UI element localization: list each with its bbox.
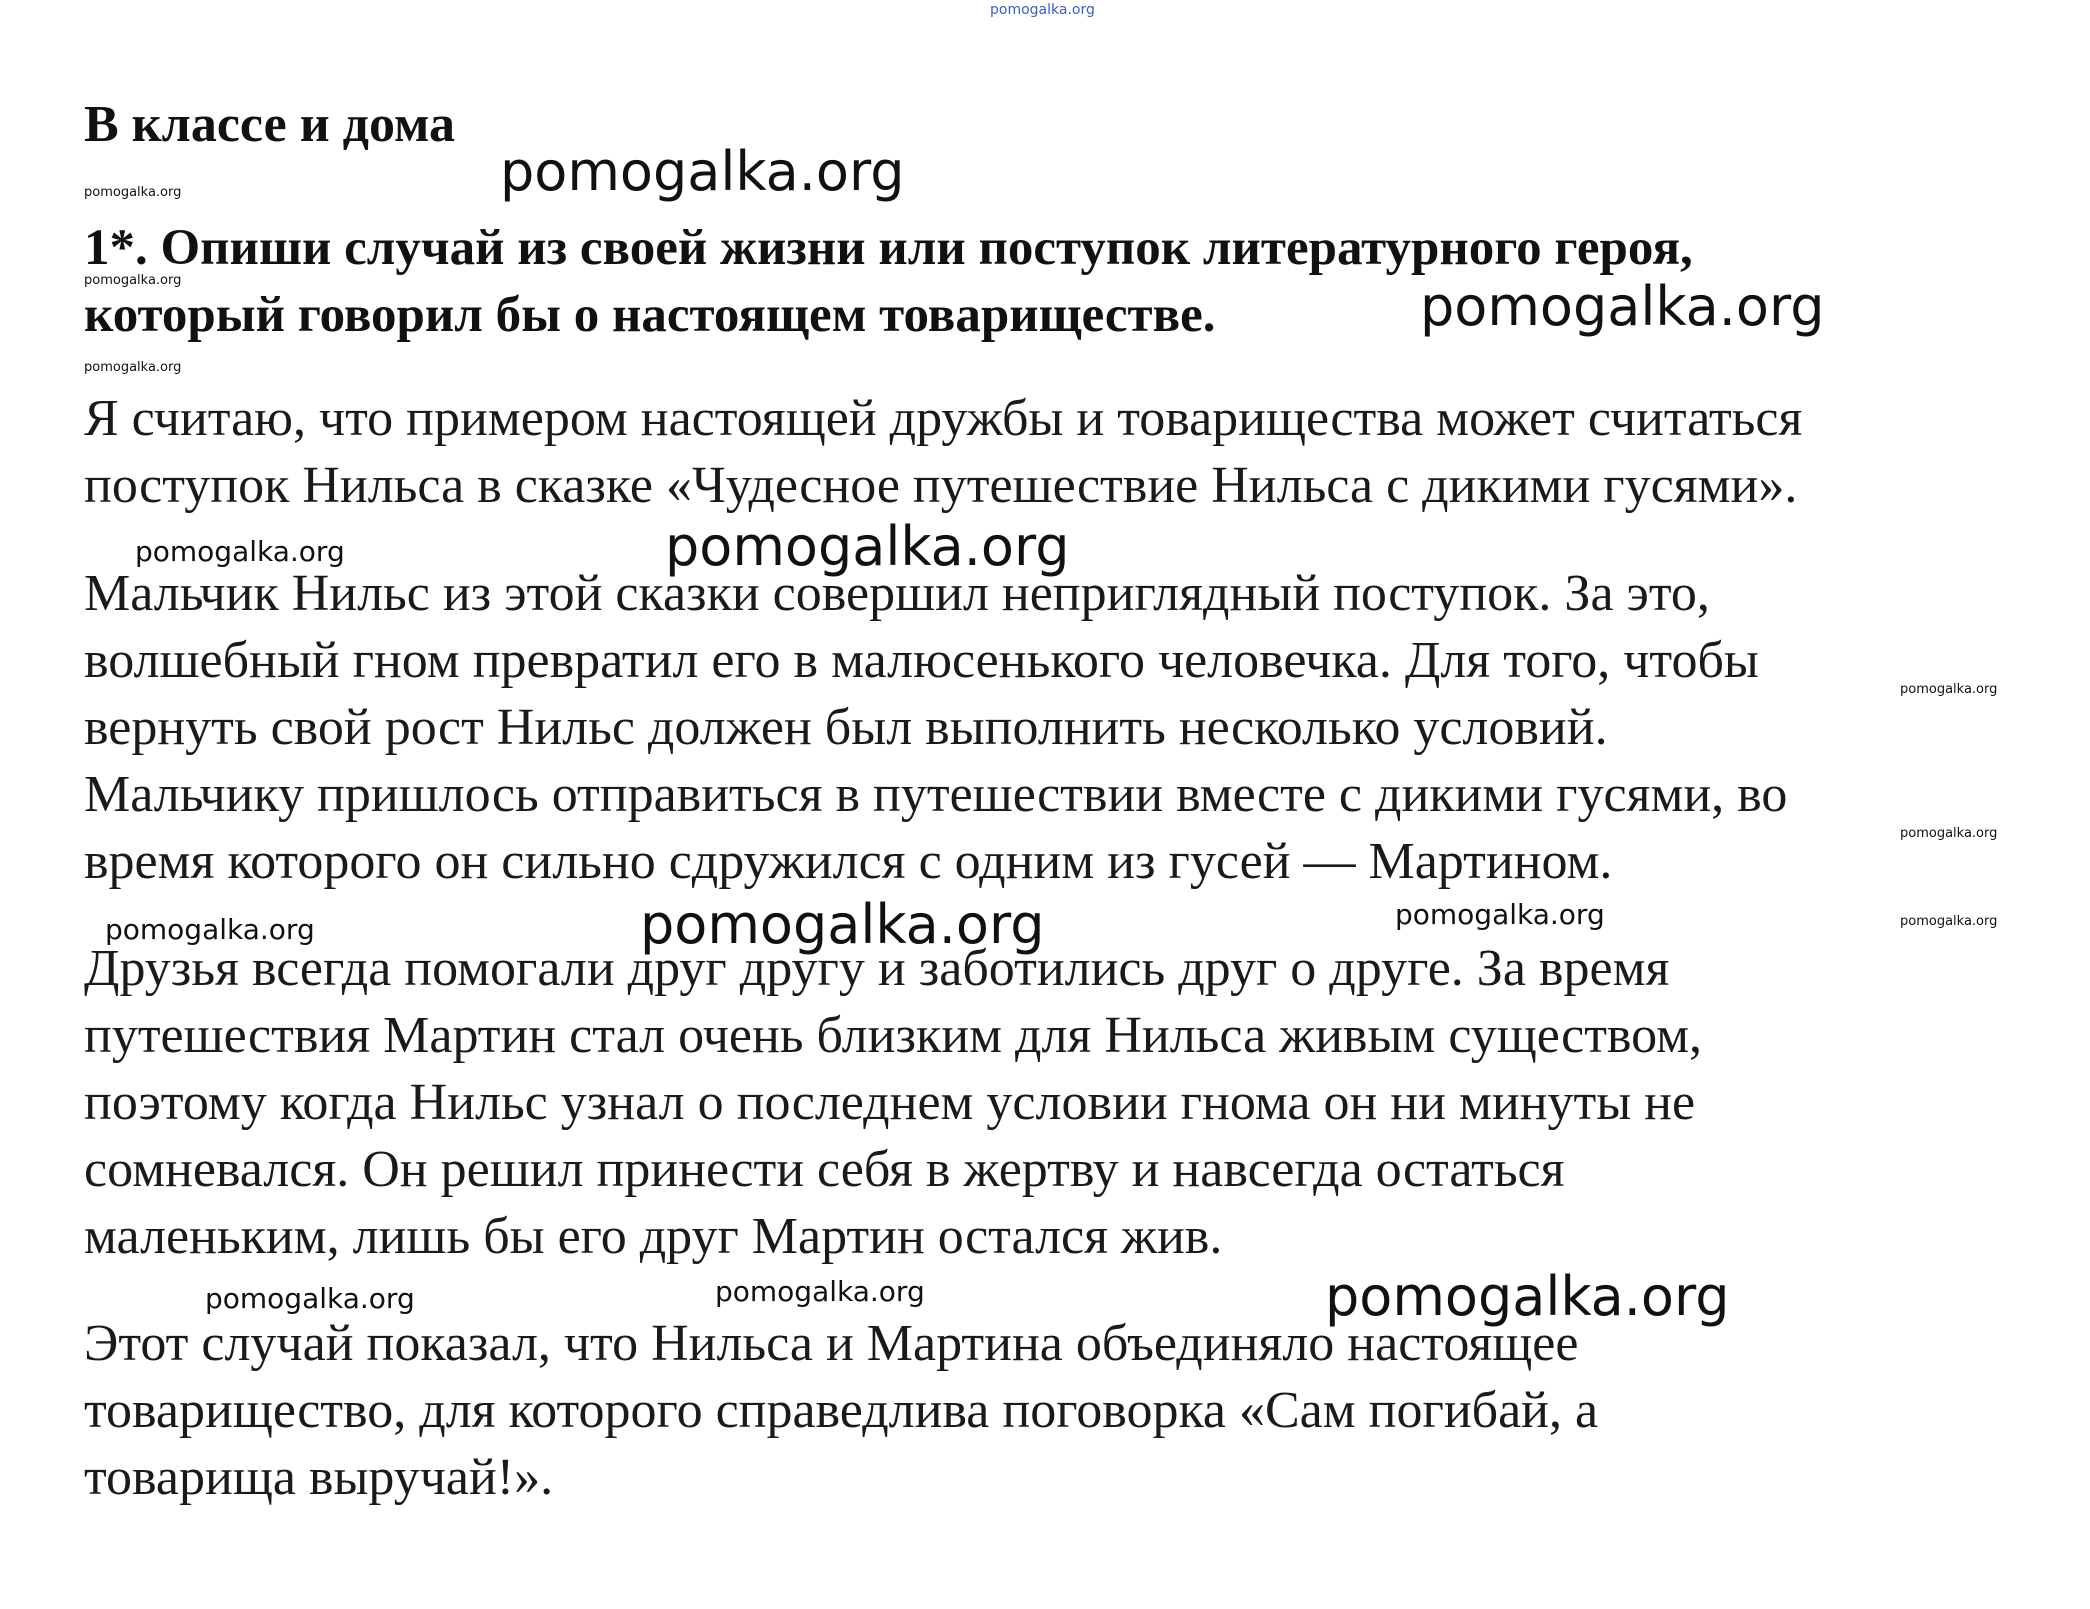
section-title: В классе и дома	[84, 96, 456, 153]
task-line: который говорил бы о настоящем товариществе.	[84, 287, 1216, 343]
answer-line: товарища выручай!».	[84, 1449, 554, 1506]
watermark: pomogalka.org	[105, 913, 315, 946]
watermark: pomogalka.org	[1900, 914, 1998, 929]
task-line: 1*. Опиши случай из своей жизни или поступок литературного героя,	[84, 220, 1693, 276]
answer-line: время которого он сильно сдружился с одним из гусей — Мартином.	[84, 833, 1613, 890]
watermark: pomogalka.org	[84, 185, 182, 200]
answer-paragraph	[84, 935, 1702, 1270]
answer-line: сомневался. Он решил принести себя в жертву и навсегда остаться	[84, 1141, 1565, 1198]
answer-line: Мальчику пришлось отправиться в путешествии вместе с дикими гусями, во	[84, 766, 1788, 823]
answer-line: волшебный гном превратил его в малюсенького человечка. Для того, чтобы	[84, 632, 1759, 689]
watermark: pomogalka.org	[1395, 898, 1605, 931]
watermark: pomogalka.org	[84, 273, 182, 288]
answer-line: Друзья всегда помогали друг другу и заботились друг о друге. За время	[84, 940, 1670, 997]
answer-line: Этот случай показал, что Нильса и Мартина объединяло настоящее	[84, 1315, 1579, 1372]
answer-paragraph	[84, 1310, 1598, 1511]
answer-line: поступок Нильса в сказке «Чудесное путешествие Нильса с дикими гусями».	[84, 457, 1798, 514]
watermark: pomogalka.org	[665, 515, 1070, 578]
answer-line: маленьким, лишь бы его друг Мартин остался жив.	[84, 1208, 1223, 1265]
watermark: pomogalka.org	[205, 1282, 415, 1315]
watermark: pomogalka.org	[135, 535, 345, 568]
watermark: pomogalka.org	[1420, 275, 1825, 338]
watermark: pomogalka.org	[1325, 1265, 1730, 1328]
watermark: pomogalka.org	[500, 140, 905, 203]
answer-line: поэтому когда Нильс узнал о последнем условии гнома он ни минуты не	[84, 1074, 1696, 1131]
answer-line: товарищество, для которого справедлива поговорка «Сам погибай, а	[84, 1382, 1599, 1439]
answer-line: вернуть свой рост Нильс должен был выполнить несколько условий.	[84, 699, 1608, 756]
watermark: pomogalka.org	[715, 1275, 925, 1308]
answer-paragraph	[84, 560, 1787, 895]
watermark: pomogalka.org	[1900, 682, 1998, 697]
answer-line: Мальчик Нильс из этой сказки совершил неприглядный поступок. За это,	[84, 565, 1710, 622]
answer-line: путешествия Мартин стал очень близким для Нильса живым существом,	[84, 1007, 1703, 1064]
watermark: pomogalka.org	[1900, 826, 1998, 841]
watermark: pomogalka.org	[640, 893, 1045, 956]
watermark: pomogalka.org	[84, 360, 182, 375]
answer-line: Я считаю, что примером настоящей дружбы и товарищества может считаться	[84, 390, 1803, 447]
answer-paragraph	[84, 385, 1802, 519]
watermark-top: pomogalka.org	[990, 2, 1095, 18]
